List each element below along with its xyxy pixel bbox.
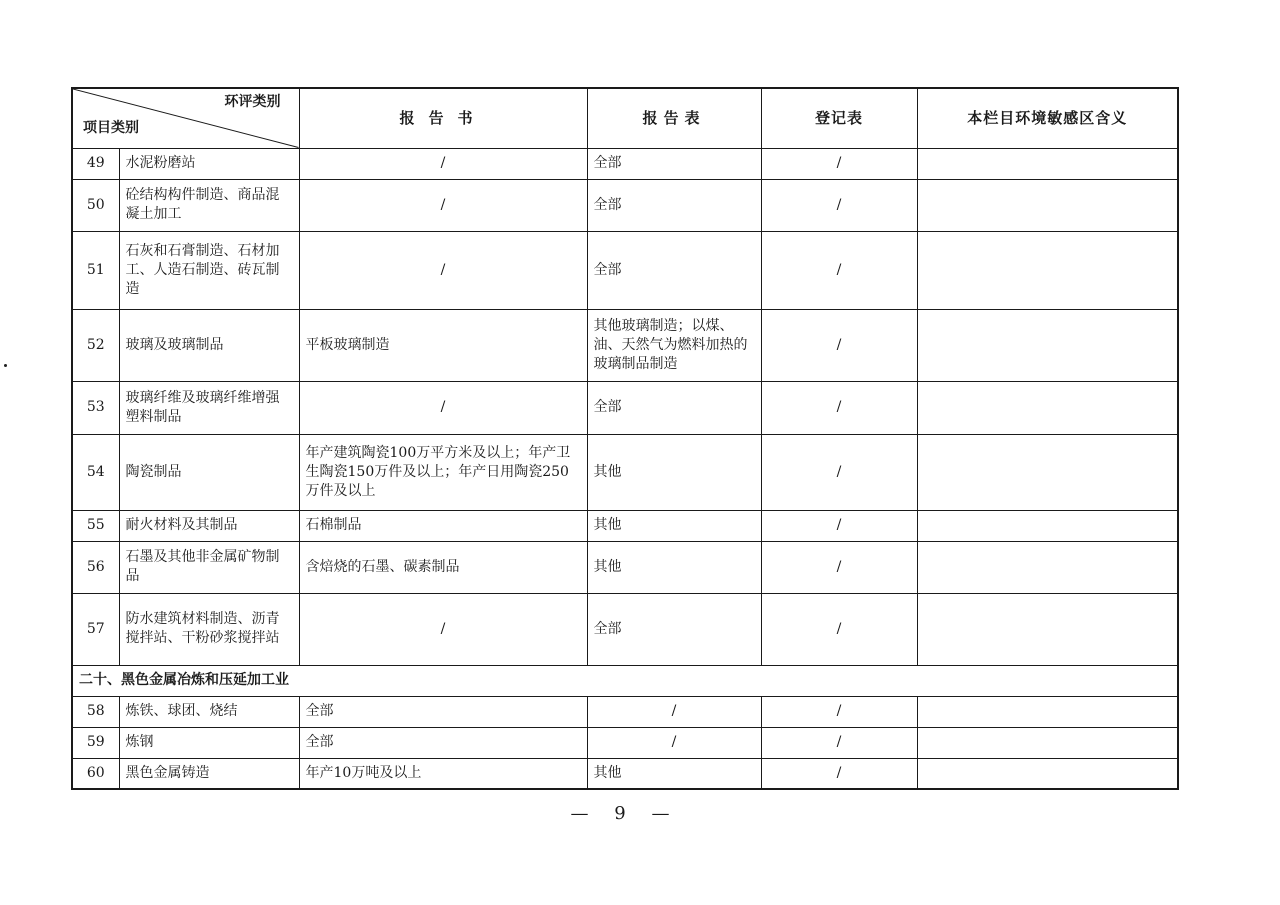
table-row xyxy=(72,696,1178,727)
row-number: 52 xyxy=(72,309,119,381)
project-category: 炼铁、球团、烧结 xyxy=(119,696,299,727)
report-form-cell: 全部 xyxy=(587,593,761,665)
row-number: 53 xyxy=(72,381,119,434)
table-row xyxy=(72,510,1178,541)
report-form-cell: / xyxy=(587,727,761,758)
report-book-cell: / xyxy=(299,148,587,179)
table-row xyxy=(72,309,1178,381)
section-title: 二十、黑色金属冶炼和压延加工业 xyxy=(72,665,1178,696)
report-book-cell: 石棉制品 xyxy=(299,510,587,541)
sensitive-area-cell xyxy=(917,541,1178,593)
sensitive-area-cell xyxy=(917,231,1178,309)
registration-cell: / xyxy=(761,541,917,593)
project-category: 防水建筑材料制造、沥青搅拌站、干粉砂浆搅拌站 xyxy=(119,593,299,665)
report-form-cell: 全部 xyxy=(587,148,761,179)
sensitive-area-cell xyxy=(917,148,1178,179)
sensitive-area-cell xyxy=(917,309,1178,381)
report-form-cell: 其他玻璃制造；以煤、油、天然气为燃料加热的玻璃制品制造 xyxy=(587,309,761,381)
project-category: 陶瓷制品 xyxy=(119,434,299,510)
report-book-cell: 年产10万吨及以上 xyxy=(299,758,587,789)
table-row xyxy=(72,758,1178,789)
diagonal-top-label: 环评类别 xyxy=(224,94,281,110)
registration-cell: / xyxy=(761,434,917,510)
project-category: 玻璃纤维及玻璃纤维增强塑料制品 xyxy=(119,381,299,434)
report-form-cell: 其他 xyxy=(587,510,761,541)
table-row xyxy=(72,179,1178,231)
report-book-cell: / xyxy=(299,381,587,434)
table-row xyxy=(72,381,1178,434)
sensitive-area-cell xyxy=(917,758,1178,789)
report-book-cell: 全部 xyxy=(299,727,587,758)
header-report-form: 报告表 xyxy=(587,88,761,148)
table-header-row xyxy=(72,88,1178,148)
report-book-cell: 年产建筑陶瓷100万平方米及以上；年产卫生陶瓷150万件及以上；年产日用陶瓷250万件及以上 xyxy=(299,434,587,510)
registration-cell: / xyxy=(761,696,917,727)
table-row xyxy=(72,593,1178,665)
header-report-book: 报告书 xyxy=(299,88,587,148)
report-book-cell: / xyxy=(299,231,587,309)
header-registration: 登记表 xyxy=(761,88,917,148)
project-category: 黑色金属铸造 xyxy=(119,758,299,789)
registration-cell: / xyxy=(761,309,917,381)
registration-cell: / xyxy=(761,179,917,231)
row-number: 49 xyxy=(72,148,119,179)
sensitive-area-cell xyxy=(917,179,1178,231)
scan-speck xyxy=(4,364,7,367)
diagonal-header-cell xyxy=(72,88,299,148)
sensitive-area-cell xyxy=(917,593,1178,665)
project-category: 玻璃及玻璃制品 xyxy=(119,309,299,381)
table-row xyxy=(72,231,1178,309)
table-row xyxy=(72,148,1178,179)
report-form-cell: 其他 xyxy=(587,434,761,510)
registration-cell: / xyxy=(761,231,917,309)
registration-cell: / xyxy=(761,758,917,789)
registration-cell: / xyxy=(761,727,917,758)
report-form-cell: 全部 xyxy=(587,179,761,231)
report-book-cell: 平板玻璃制造 xyxy=(299,309,587,381)
registration-cell: / xyxy=(761,148,917,179)
page-number: — 9 — xyxy=(570,803,680,824)
report-form-cell: 全部 xyxy=(587,231,761,309)
header-sensitive-area: 本栏目环境敏感区含义 xyxy=(917,88,1178,148)
table-row xyxy=(72,541,1178,593)
table-row xyxy=(72,434,1178,510)
project-category: 砼结构构件制造、商品混凝土加工 xyxy=(119,179,299,231)
report-book-cell: / xyxy=(299,593,587,665)
sensitive-area-cell xyxy=(917,727,1178,758)
sensitive-area-cell xyxy=(917,381,1178,434)
section-row xyxy=(72,665,1178,696)
row-number: 59 xyxy=(72,727,119,758)
report-book-cell: / xyxy=(299,179,587,231)
report-book-cell: 含焙烧的石墨、碳素制品 xyxy=(299,541,587,593)
project-category: 炼钢 xyxy=(119,727,299,758)
registration-cell: / xyxy=(761,381,917,434)
sensitive-area-cell xyxy=(917,510,1178,541)
row-number: 51 xyxy=(72,231,119,309)
row-number: 58 xyxy=(72,696,119,727)
report-form-cell: 全部 xyxy=(587,381,761,434)
report-form-cell: 其他 xyxy=(587,541,761,593)
registration-cell: / xyxy=(761,593,917,665)
row-number: 56 xyxy=(72,541,119,593)
project-category: 水泥粉磨站 xyxy=(119,148,299,179)
row-number: 55 xyxy=(72,510,119,541)
row-number: 60 xyxy=(72,758,119,789)
sensitive-area-cell xyxy=(917,696,1178,727)
project-category: 石墨及其他非金属矿物制品 xyxy=(119,541,299,593)
report-book-cell: 全部 xyxy=(299,696,587,727)
row-number: 54 xyxy=(72,434,119,510)
row-number: 57 xyxy=(72,593,119,665)
row-number: 50 xyxy=(72,179,119,231)
table-row xyxy=(72,727,1178,758)
classification-table xyxy=(71,87,1179,790)
project-category: 耐火材料及其制品 xyxy=(119,510,299,541)
registration-cell: / xyxy=(761,510,917,541)
report-form-cell: 其他 xyxy=(587,758,761,789)
report-form-cell: / xyxy=(587,696,761,727)
diagonal-bottom-label: 项目类别 xyxy=(83,119,139,136)
project-category: 石灰和石膏制造、石材加工、人造石制造、砖瓦制造 xyxy=(119,231,299,309)
sensitive-area-cell xyxy=(917,434,1178,510)
